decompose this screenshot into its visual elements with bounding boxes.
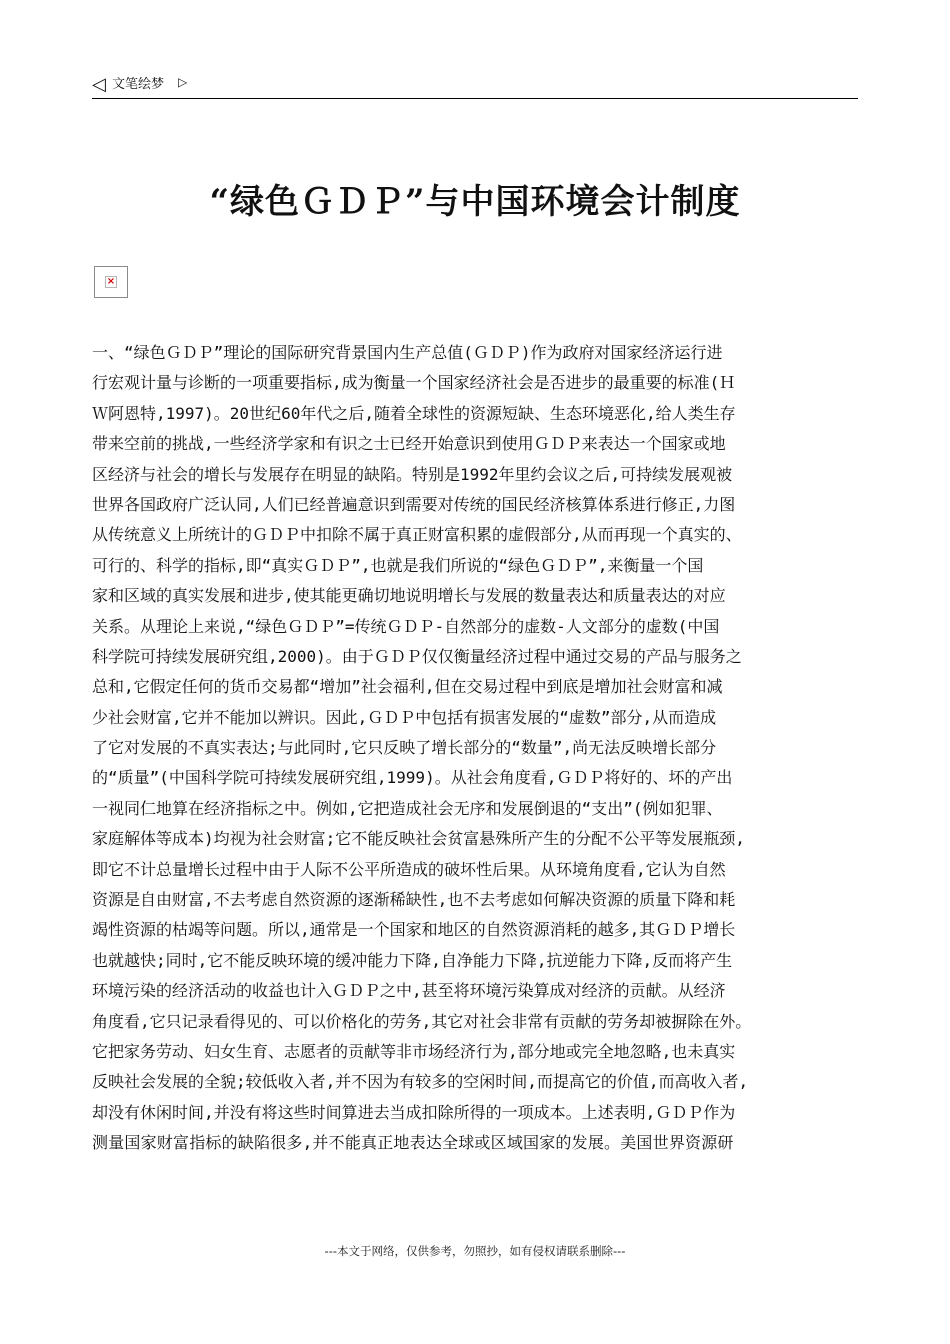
text-line: 行宏观计量与诊断的一项重要指标,成为衡量一个国家经济社会是否进步的最重要的标准(Ｈ — [92, 373, 736, 393]
text-line: 的“质量”(中国科学院可持续发展研究组,1999)。从社会角度看,ＧＤＰ将好的、坏的产出 — [92, 768, 733, 788]
text-line: 家和区域的真实发展和进步,使其能更确切地说明增长与发展的数量表达和质量表达的对应 — [92, 586, 726, 606]
body-paragraph — [92, 338, 858, 1159]
text-line: 反映社会发展的全貌;较低收入者,并不因为有较多的空闲时间,而提高它的价值,而高收入者, — [92, 1072, 749, 1092]
text-line: 了它对发展的不真实表达;与此同时,它只反映了增长部分的“数量”,尚无法反映增长部分 — [92, 738, 717, 758]
text-line: 一、“绿色ＧＤＰ”理论的国际研究背景国内生产总值(ＧＤＰ)作为政府对国家经济运行进 — [92, 343, 723, 362]
text-line: 它把家务劳动、妇女生育、志愿者的贡献等非市场经济行为,部分地或完全地忽略,也未真实 — [92, 1041, 736, 1061]
text-line: 资源是自由财富,不去考虑自然资源的逐渐稀缺性,也不去考虑如何解决资源的质量下降和耗 — [92, 890, 736, 910]
text-line: 即它不计总量增长过程中由于人际不公平所造成的破坏性后果。从环境角度看,它认为自然 — [92, 859, 726, 879]
text-line: Ｗ阿恩特,1997)。20世纪60年代之后,随着全球性的资源短缺、生态环境恶化,给人类生存 — [92, 403, 736, 423]
text-line: 测量国家财富指标的缺陷很多,并不能真正地表达全球或区域国家的发展。美国世界资源研 — [92, 1133, 734, 1153]
page-header — [92, 72, 858, 99]
document-title: “绿色ＧＤＰ”与中国环境会计制度 — [209, 182, 741, 222]
footer-notice: ---本文于网络，仅供参考，勿照抄，如有侵权请联系删除--- — [324, 1244, 626, 1258]
text-line: 一视同仁地算在经济指标之中。例如,它把造成社会无序和发展倒退的“支出”(例如犯罪、 — [92, 798, 723, 818]
text-line: 家庭解体等成本)均视为社会财富;它不能反映社会贫富悬殊所产生的分配不公平等发展瓶颈, — [92, 829, 745, 849]
broken-image-icon: × — [94, 266, 128, 298]
text-line: 可行的、科学的指标,即“真实ＧＤＰ”,也就是我们所说的“绿色ＧＤＰ”,来衡量一个国 — [92, 555, 704, 575]
header-brand: 文笔绘梦 — [112, 77, 165, 92]
text-line: 从传统意义上所统计的ＧＤＰ中扣除不属于真正财富积累的虚假部分,从而再现一个真实的、 — [92, 525, 742, 545]
text-line: 区经济与社会的增长与发展存在明显的缺陷。特别是1992年里约会议之后,可持续发展观被 — [92, 464, 733, 484]
text-line: 总和,它假定任何的货币交易都“增加”社会福利,但在交易过程中到底是增加社会财富和减 — [92, 677, 723, 697]
text-line: 关系。从理论上来说,“绿色ＧＤＰ”=传统ＧＤＰ-自然部分的虚数-人文部分的虚数(中国 — [92, 616, 720, 636]
text-line: 科学院可持续发展研究组,2000)。由于ＧＤＰ仅仅衡量经济过程中通过交易的产品与服务之 — [92, 646, 742, 666]
right-triangle-icon: ▷ — [178, 75, 188, 89]
left-triangle-icon: ◁ — [92, 74, 106, 95]
text-line: 却没有休闲时间,并没有将这些时间算进去当成扣除所得的一项成本。上述表明,ＧＤＰ作为 — [92, 1102, 736, 1122]
text-line: 竭性资源的枯竭等问题。所以,通常是一个国家和地区的自然资源消耗的越多,其ＧＤＰ增长 — [92, 920, 736, 940]
text-line: 也就越快;同时,它不能反映环境的缓冲能力下降,自净能力下降,抗逆能力下降,反而将产生 — [92, 950, 733, 970]
text-line: 带来空前的挑战,一些经济学家和有识之士已经开始意识到使用ＧＤＰ来表达一个国家或地 — [92, 434, 726, 454]
text-line: 角度看,它只记录看得见的、可以价格化的劳务,其它对社会非常有贡献的劳务却被摒除在外。 — [92, 1011, 752, 1031]
text-line: 少社会财富,它并不能加以辨识。因此,ＧＤＰ中包括有损害发展的“虚数”部分,从而造成 — [92, 707, 717, 727]
text-line: 环境污染的经济活动的收益也计入ＧＤＰ之中,甚至将环境污染算成对经济的贡献。从经济 — [92, 981, 726, 1001]
text-line: 世界各国政府广泛认同,人们已经普遍意识到需要对传统的国民经济核算体系进行修正,力图 — [92, 494, 736, 514]
